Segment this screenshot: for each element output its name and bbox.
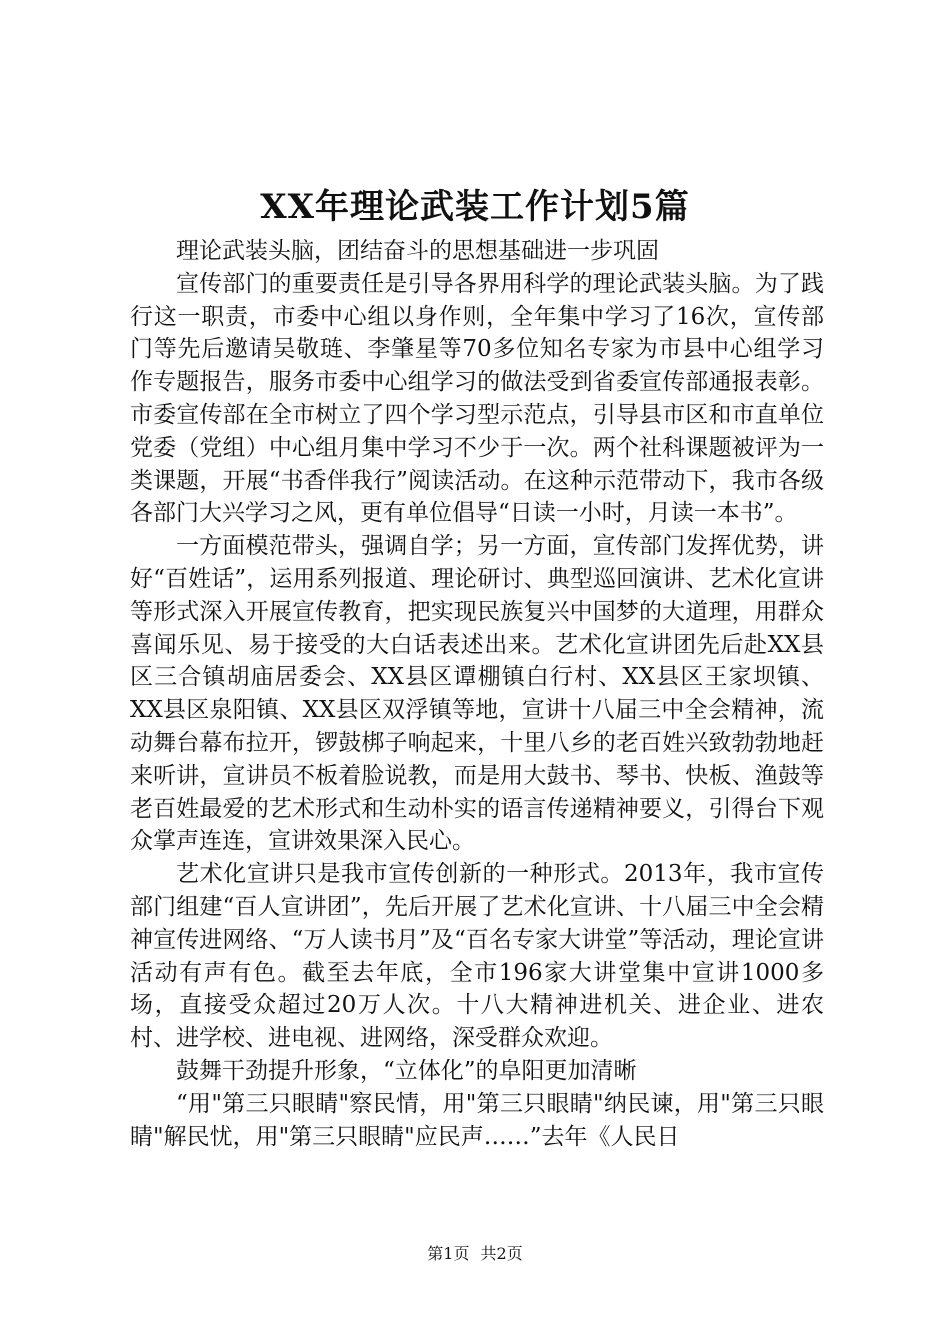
section-heading-theory: 理论武装头脑，团结奋斗的思想基础进一步巩固 <box>176 238 659 264</box>
page-total: 共2页 <box>480 1244 523 1263</box>
page-footer <box>0 1242 950 1266</box>
document-title: XX年理论武装工作计划5篇 <box>260 187 690 227</box>
page-number: 第1页 <box>427 1244 470 1263</box>
section-heading-image: 鼓舞干劲提升形象，“立体化”的阜阳更加清晰 <box>176 1057 637 1084</box>
body-paragraph: 宣传部门的重要责任是引导各界用科学的理论武装头脑。为了践行这一职责，市委中心组以身作则，全年集中学习了16次，宣传部门等先后邀请吴敬琏、李肇星等70多位知名专家为市县中心组学习作专题报告，服务市委中心组学习的做法受到省委宣传部通报表彰。市委宣传部在全市树立了四个学习型示范点，引导县市区和市直单位党委（党组）中心组月集中学习不少于一次。两个社科课题被评为一类课题，开展“书香伴我行”阅读活动。在这种示范带动下，我市各级各部门大兴学习之风，更有单位倡导“日读一小时，月读一本书”。 <box>130 270 824 527</box>
body-paragraph: 一方面模范带头，强调自学；另一方面，宣传部门发挥优势，讲好“百姓话”，运用系列报道、理论研讨、典型巡回演讲、艺术化宣讲等形式深入开展宣传教育，把实现民族复兴中国梦的大道理，用群众喜闻乐见、易于接受的大白话表述出来。艺术化宣讲团先后赴XX县区三合镇胡庙居委会、XX县区谭棚镇白行村、XX县区王家坝镇、XX县区泉阳镇、XX县区双浮镇等地，宣讲十八届三中全会精神，流动舞台幕布拉开，锣鼓梆子响起来，十里八乡的老百姓兴致勃勃地赶来听讲，宣讲员不板着脸说教，而是用大鼓书、琴书、快板、渔鼓等老百姓最爱的艺术形式和生动朴实的语言传递精神要义，引得台下观众掌声连连，宣讲效果深入民心。 <box>130 533 824 855</box>
document-body <box>130 235 824 1153</box>
body-paragraph: 艺术化宣讲只是我市宣传创新的一种形式。2013年，我市宣传部门组建“百人宣讲团”，先后开展了艺术化宣讲、十八届三中全会精神宣传进网络、“万人读书月”及“百名专家大讲堂”等活动，理论宣讲活动有声有色。截至去年底，全市196家大讲堂集中宣讲1000多场，直接受众超过20万人次。十八大精神进机关、进企业、进农村、进学校、进电视、进网络，深受群众欢迎。 <box>130 861 824 1052</box>
body-paragraph: “用"第三只眼睛"察民情，用"第三只眼睛"纳民谏，用"第三只眼睛"解民忧，用"第三只眼睛"应民声……”去年《人民日 <box>130 1090 824 1150</box>
